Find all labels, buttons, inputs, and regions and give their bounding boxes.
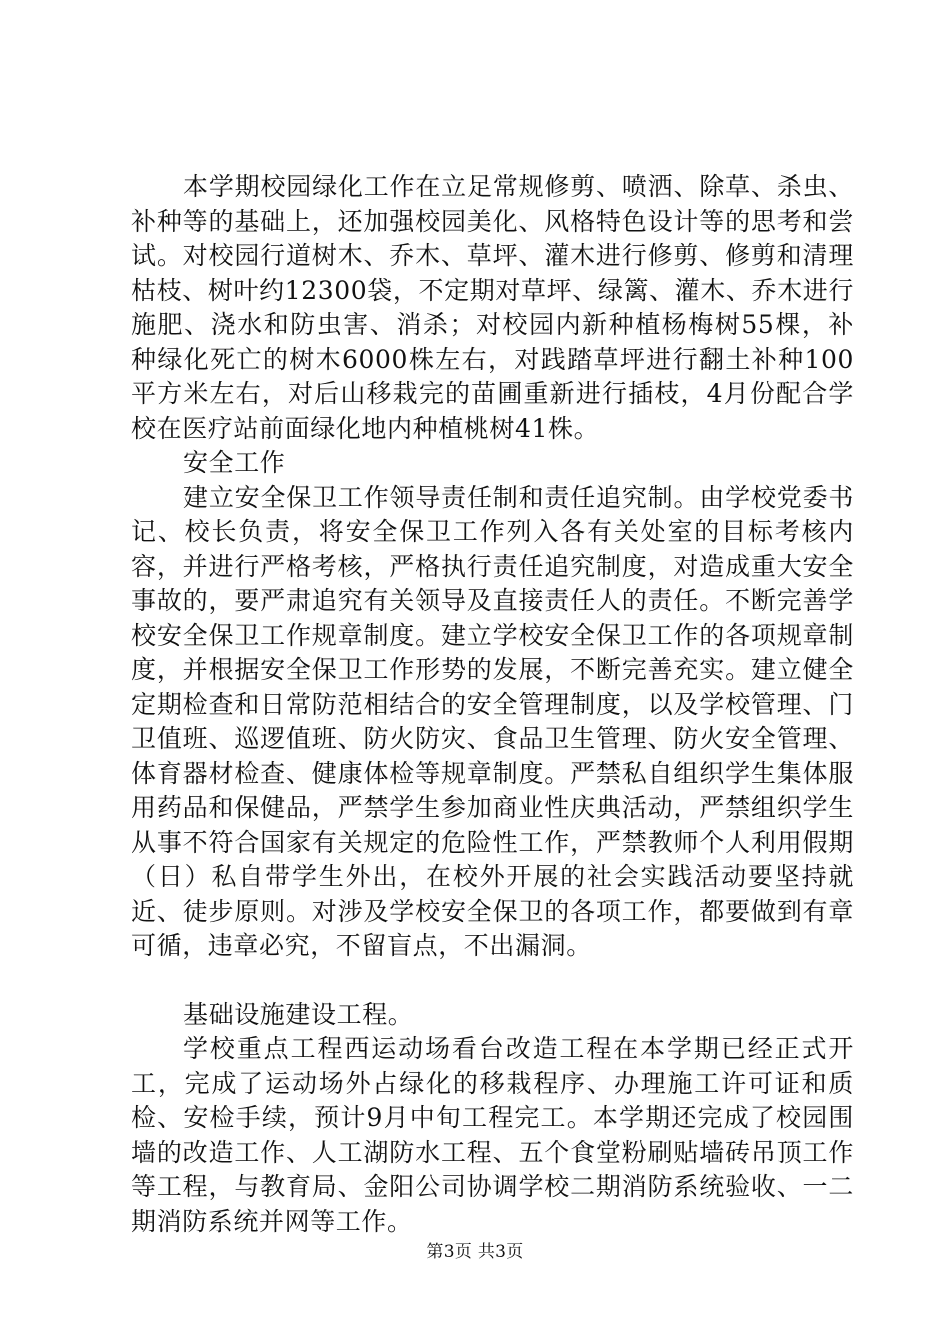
document-body [131,170,854,1239]
paragraph-gap [131,964,854,998]
safety-heading: 安全工作 [183,448,286,477]
safety-paragraph: 建立安全保卫工作领导责任制和责任追究制。由学校党委书记、校长负责，将安全保卫工作列入各有关处室的目标考核内容，并进行严格考核，严格执行责任追究制度，对造成重大安全事故的，要严肃追究有关领导及直接责任人的责任。不断完善学校安全保卫工作规章制度。建立学校安全保卫工作的各项规章制度，并根据安全保卫工作形势的发展，不断完善充实。建立健全定期检查和日常防范相结合的安全管理制度，以及学校管理、门卫值班、巡逻值班、防火防灾、食品卫生管理、防火安全管理、体育器材检查、健康体检等规章制度。严禁私自组织学生集体服用药品和保健品，严禁学生参加商业性庆典活动，严禁组织学生从事不符合国家有关规定的危险性工作，严禁教师个人利用假期（日）私自带学生外出，在校外开展的社会实践活动要坚持就近、徒步原则。对涉及学校安全保卫的各项工作，都要做到有章可循，违章必究，不留盲点，不出漏洞。 [131,482,854,960]
page-footer: 第3页 共3页 [426,1242,524,1262]
greening-paragraph: 本学期校园绿化工作在立足常规修剪、喷洒、除草、杀虫、补种等的基础上，还加强校园美化、风格特色设计等的思考和尝试。对校园行道树木、乔木、草坪、灌木进行修剪、修剪和清理枯枝、树叶约12300袋，不定期对草坪、绿篱、灌木、乔木进行施肥、浇水和防虫害、消杀；对校园内新种植杨梅树55棵，补种绿化死亡的树木6000株左右，对践踏草坪进行翻土补种100平方米左右，对后山移栽完的苗圃重新进行插枝，4月份配合学校在医疗站前面绿化地内种植桃树41株。 [131,172,854,443]
infrastructure-heading: 基础设施建设工程。 [183,999,414,1029]
infrastructure-paragraph: 学校重点工程西运动场看台改造工程在本学期已经正式开工，完成了运动场外占绿化的移栽程序、办理施工许可证和质检、安检手续，预计9月中旬工程完工。本学期还完成了校园围墙的改造工作、人工湖防水工程、五个食堂粉刷贴墙砖吊顶工作等工程，与教育局、金阳公司协调学校二期消防系统验收、一二期消防系统并网等工作。 [131,1034,854,1236]
